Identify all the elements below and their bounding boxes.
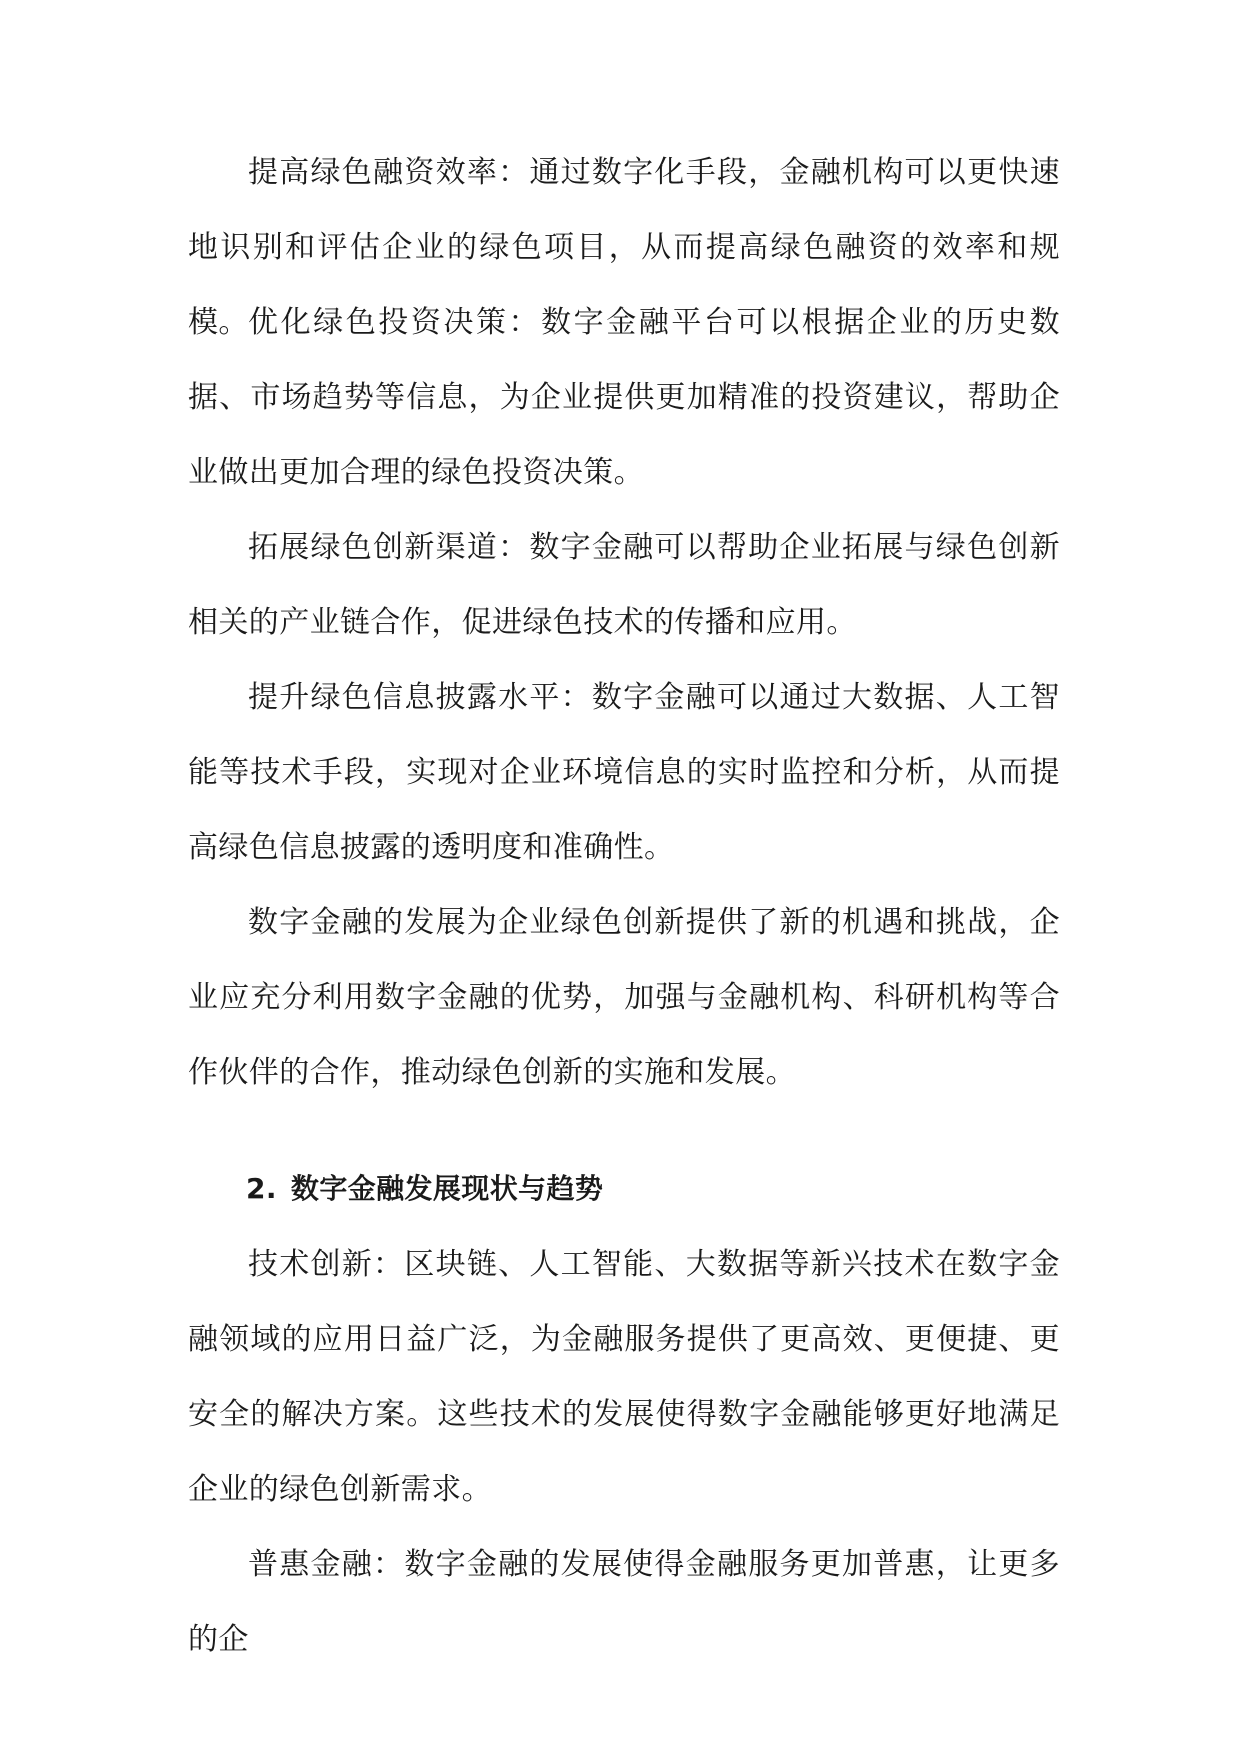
paragraph-summary: 数字金融的发展为企业绿色创新提供了新的机遇和挑战，企业应充分利用数字金融的优势，加强与金融机构、科研机构等合作伙伴的合作，推动绿色创新的实施和发展。 — [188, 905, 1060, 1090]
paragraph-green-innovation-channels: 拓展绿色创新渠道：数字金融可以帮助企业拓展与绿色创新相关的产业链合作，促进绿色技术的传播和应用。 — [188, 530, 1060, 640]
paragraph-green-financing-efficiency: 提高绿色融资效率：通过数字化手段，金融机构可以更快速地识别和评估企业的绿色项目，从而提高绿色融资的效率和规模。 — [188, 155, 1060, 340]
paragraph-inclusive-finance: 普惠金融：数字金融的发展使得金融服务更加普惠，让更多的企 — [188, 1547, 1060, 1657]
section-heading — [246, 1159, 603, 1219]
paragraph-technology-innovation: 技术创新：区块链、人工智能、大数据等新兴技术在数字金融领域的应用日益广泛，为金融服务提供了更高效、更便捷、更安全的解决方案。这些技术的发展使得数字金融能够更好地满足企业的绿色创新需求。 — [188, 1247, 1060, 1507]
paragraph-green-investment-decisions: 优化绿色投资决策：数字金融平台可以根据企业的历史数据、市场趋势等信息，为企业提供更加精准的投资建议，帮助企业做出更加合理的绿色投资决策。 — [188, 305, 1060, 490]
section-number: 2. — [246, 1172, 277, 1205]
section-title: 数字金融发展现状与趋势 — [290, 1172, 604, 1205]
paragraph-green-disclosure: 提升绿色信息披露水平：数字金融可以通过大数据、人工智能等技术手段，实现对企业环境信息的实时监控和分析，从而提高绿色信息披露的透明度和准确性。 — [188, 680, 1060, 865]
